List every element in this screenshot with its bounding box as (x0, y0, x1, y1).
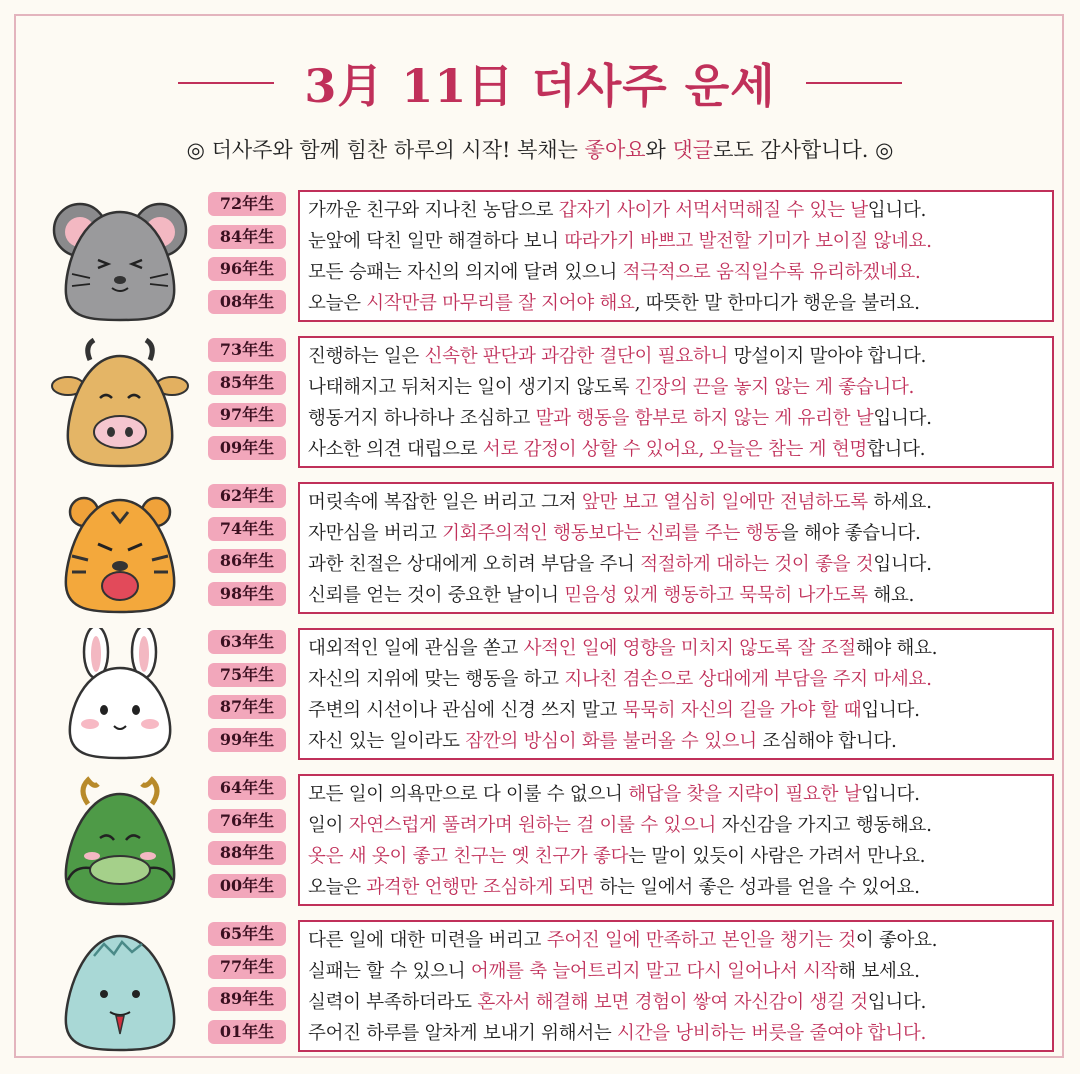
year-badge: 77年生 (208, 955, 286, 979)
line-highlight: 옷은 새 옷이 좋고 친구는 옛 친구가 좋다 (308, 846, 629, 867)
line-highlight: 어깨를 축 늘어트리지 말고 다시 일어나서 시작 (470, 961, 839, 982)
line-highlight: 시작만큼 마무리를 잘 지어야 해요 (366, 293, 635, 314)
line-text: 자신의 지위에 맞는 행동을 하고 (308, 669, 565, 690)
fortune-line (308, 1018, 1044, 1049)
page-title: 3月 11日 더사주 운세 (304, 59, 776, 113)
line-text: 자신 있는 일이라도 (308, 731, 466, 752)
fortune-box (298, 482, 1054, 614)
line-text: 모든 일이 의욕만으로 다 이룰 수 없으니 (308, 784, 629, 805)
zodiac-section-tiger (0, 482, 1080, 618)
year-badge: 01年生 (208, 1020, 286, 1044)
fortune-line (308, 633, 1044, 664)
year-badge: 86年生 (208, 549, 286, 573)
line-text: 해야 해요. (855, 638, 938, 659)
zodiac-section-rabbit (0, 628, 1080, 764)
year-list (208, 630, 288, 760)
year-badge: 64年生 (208, 776, 286, 800)
year-list (208, 922, 288, 1052)
line-text: 신뢰를 얻는 것이 중요한 날이니 (308, 585, 565, 606)
year-badge: 74年生 (208, 517, 286, 541)
line-highlight: 말과 행동을 함부로 하지 않는 게 유리한 날 (535, 408, 874, 429)
line-text: 눈앞에 닥친 일만 해결하다 보니 (308, 231, 565, 252)
subtitle-text: ◎ 더사주와 함께 힘찬 하루의 시작! 복채는 (186, 138, 585, 162)
year-list (208, 484, 288, 614)
line-text: 자만심을 버리고 (308, 523, 443, 544)
line-text: 이 좋아요. (855, 930, 938, 951)
fortune-box (298, 920, 1054, 1052)
line-text: 다른 일에 대한 미련을 버리고 (308, 930, 547, 951)
year-badge: 76年生 (208, 809, 286, 833)
fortune-line (308, 695, 1044, 726)
line-text: 행동거지 하나하나 조심하고 (308, 408, 536, 429)
year-badge: 85年生 (208, 371, 286, 395)
line-text: 일이 (308, 815, 349, 836)
line-text: 대외적인 일에 관심을 쏟고 (308, 638, 524, 659)
line-highlight: 적절하게 대하는 것이 좋을 것 (640, 554, 874, 575)
subtitle-like: 좋아요 (584, 138, 646, 162)
year-badge: 98年生 (208, 582, 286, 606)
line-text: 오늘은 (308, 293, 367, 314)
line-text: 오늘은 (308, 877, 367, 898)
line-text: 입니다. (861, 784, 920, 805)
subtitle-text: 와 (645, 138, 673, 162)
line-highlight: 적극적으로 움직일수록 유리하겠네요. (622, 262, 921, 283)
zodiac-section-rat (0, 190, 1080, 326)
dragon-icon (50, 774, 190, 910)
fortune-line (308, 257, 1044, 288)
fortune-line (308, 956, 1044, 987)
line-text: 가까운 친구와 지나친 농담으로 (308, 200, 559, 221)
line-highlight: 신속한 판단과 과감한 결단이 필요하니 (424, 346, 729, 367)
year-badge: 88年生 (208, 841, 286, 865)
line-highlight: 혼자서 해결해 보면 경험이 쌓여 자신감이 생길 것 (477, 992, 868, 1013)
zodiac-section-snake (0, 920, 1080, 1056)
snake-icon (50, 920, 190, 1056)
year-badge: 84年生 (208, 225, 286, 249)
rat-icon (50, 190, 190, 326)
title-line-right (806, 82, 902, 84)
line-text: 는 말이 있듯이 사람은 가려서 만나요. (628, 846, 926, 867)
line-text: 해 보세요. (838, 961, 920, 982)
subtitle-comment: 댓글 (672, 138, 714, 162)
title-row (0, 48, 1080, 118)
fortune-line (308, 925, 1044, 956)
line-text: 모든 승패는 자신의 의지에 달려 있으니 (308, 262, 623, 283)
year-badge: 97年生 (208, 403, 286, 427)
year-badge: 65年生 (208, 922, 286, 946)
line-text: 과한 친절은 상대에게 오히려 부담을 주니 (308, 554, 641, 575)
line-highlight: 지나친 겸손으로 상대에게 부담을 주지 마세요. (564, 669, 932, 690)
line-highlight: 자연스럽게 풀려가며 원하는 걸 이룰 수 있으니 (348, 815, 717, 836)
fortune-line (308, 341, 1044, 372)
fortune-line (308, 487, 1044, 518)
year-badge: 00年生 (208, 874, 286, 898)
fortune-line (308, 226, 1044, 257)
zodiac-section-dragon (0, 774, 1080, 910)
year-list (208, 192, 288, 322)
line-highlight: 사적인 일에 영향을 미치지 않도록 잘 조절 (523, 638, 856, 659)
line-text: 조심해야 합니다. (756, 731, 897, 752)
ox-icon (50, 336, 190, 472)
line-highlight: 잠깐의 방심이 화를 불러올 수 있으니 (465, 731, 757, 752)
line-text: 자신감을 가지고 행동해요. (716, 815, 932, 836)
year-list (208, 338, 288, 468)
line-text: 입니다. (873, 554, 932, 575)
fortune-box (298, 628, 1054, 760)
line-highlight: 주어진 일에 만족하고 본인을 챙기는 것 (546, 930, 856, 951)
tiger-icon (50, 482, 190, 618)
line-text: 망설이지 말아야 합니다. (728, 346, 927, 367)
year-badge: 09年生 (208, 436, 286, 460)
rabbit-icon (50, 628, 190, 764)
line-text: 사소한 의견 대립으로 (308, 439, 483, 460)
line-text: 합니다. (866, 439, 926, 460)
line-highlight: 갑자기 사이가 서먹서먹해질 수 있는 날 (558, 200, 868, 221)
title-line-left (178, 82, 274, 84)
year-badge: 08年生 (208, 290, 286, 314)
line-text: 머릿속에 복잡한 일은 버리고 그저 (308, 492, 582, 513)
year-badge: 99年生 (208, 728, 286, 752)
line-text: 입니다. (867, 200, 927, 221)
line-text: , 따뜻한 말 한마디가 행운을 불러요. (634, 293, 920, 314)
line-highlight: 과격한 언행만 조심하게 되면 (366, 877, 594, 898)
line-text: 을 해야 좋습니다. (780, 523, 921, 544)
year-badge: 62年生 (208, 484, 286, 508)
fortune-line (308, 549, 1044, 580)
line-highlight: 해답을 찾을 지략이 필요한 날 (628, 784, 862, 805)
year-badge: 96年生 (208, 257, 286, 281)
line-text: 주어진 하루를 알차게 보내기 위해서는 (308, 1023, 618, 1044)
line-text: 나태해지고 뒤처지는 일이 생기지 않도록 (308, 377, 635, 398)
line-highlight: 앞만 보고 열심히 일에만 전념하도록 (581, 492, 868, 513)
year-badge: 87年生 (208, 695, 286, 719)
line-text: 진행하는 일은 (308, 346, 425, 367)
fortune-line (308, 580, 1044, 611)
line-text: 입니다. (861, 700, 920, 721)
fortune-line (308, 872, 1044, 903)
line-highlight: 긴장의 끈을 놓지 않는 게 좋습니다. (634, 377, 915, 398)
line-text: 입니다. (873, 408, 932, 429)
line-text: 해요. (867, 585, 915, 606)
fortune-line (308, 434, 1044, 465)
year-list (208, 776, 288, 906)
line-highlight: 묵묵히 자신의 길을 가야 할 때 (622, 700, 862, 721)
line-highlight: 따라가기 바쁘고 발전할 기미가 보이질 않네요. (564, 231, 932, 252)
year-badge: 72年生 (208, 192, 286, 216)
line-highlight: 기회주의적인 행동보다는 신뢰를 주는 행동 (442, 523, 781, 544)
fortune-line (308, 664, 1044, 695)
zodiac-section-ox (0, 336, 1080, 472)
line-highlight: 서로 감정이 상할 수 있어요, 오늘은 참는 게 현명 (482, 439, 867, 460)
fortune-box (298, 336, 1054, 468)
fortune-line (308, 195, 1044, 226)
fortune-line (308, 841, 1044, 872)
line-highlight: 시간을 낭비하는 버릇을 줄여야 합니다. (617, 1023, 927, 1044)
year-badge: 63年生 (208, 630, 286, 654)
fortune-line (308, 518, 1044, 549)
line-text: 입니다. (867, 992, 927, 1013)
line-text: 하는 일에서 좋은 성과를 얻을 수 있어요. (593, 877, 920, 898)
fortune-line (308, 288, 1044, 319)
line-text: 실패는 할 수 있으니 (308, 961, 471, 982)
fortune-line (308, 403, 1044, 434)
fortune-line (308, 726, 1044, 757)
fortune-box (298, 774, 1054, 906)
line-text: 하세요. (867, 492, 932, 513)
year-badge: 75年生 (208, 663, 286, 687)
fortune-box (298, 190, 1054, 322)
fortune-line (308, 779, 1044, 810)
line-text: 주변의 시선이나 관심에 신경 쓰지 말고 (308, 700, 623, 721)
line-highlight: 믿음성 있게 행동하고 묵묵히 나가도록 (564, 585, 868, 606)
year-badge: 89年生 (208, 987, 286, 1011)
line-text: 실력이 부족하더라도 (308, 992, 478, 1013)
fortune-line (308, 810, 1044, 841)
subtitle-text: 로도 감사합니다. ◎ (713, 138, 894, 162)
fortune-line (308, 372, 1044, 403)
fortune-line (308, 987, 1044, 1018)
subtitle (0, 134, 1080, 164)
year-badge: 73年生 (208, 338, 286, 362)
